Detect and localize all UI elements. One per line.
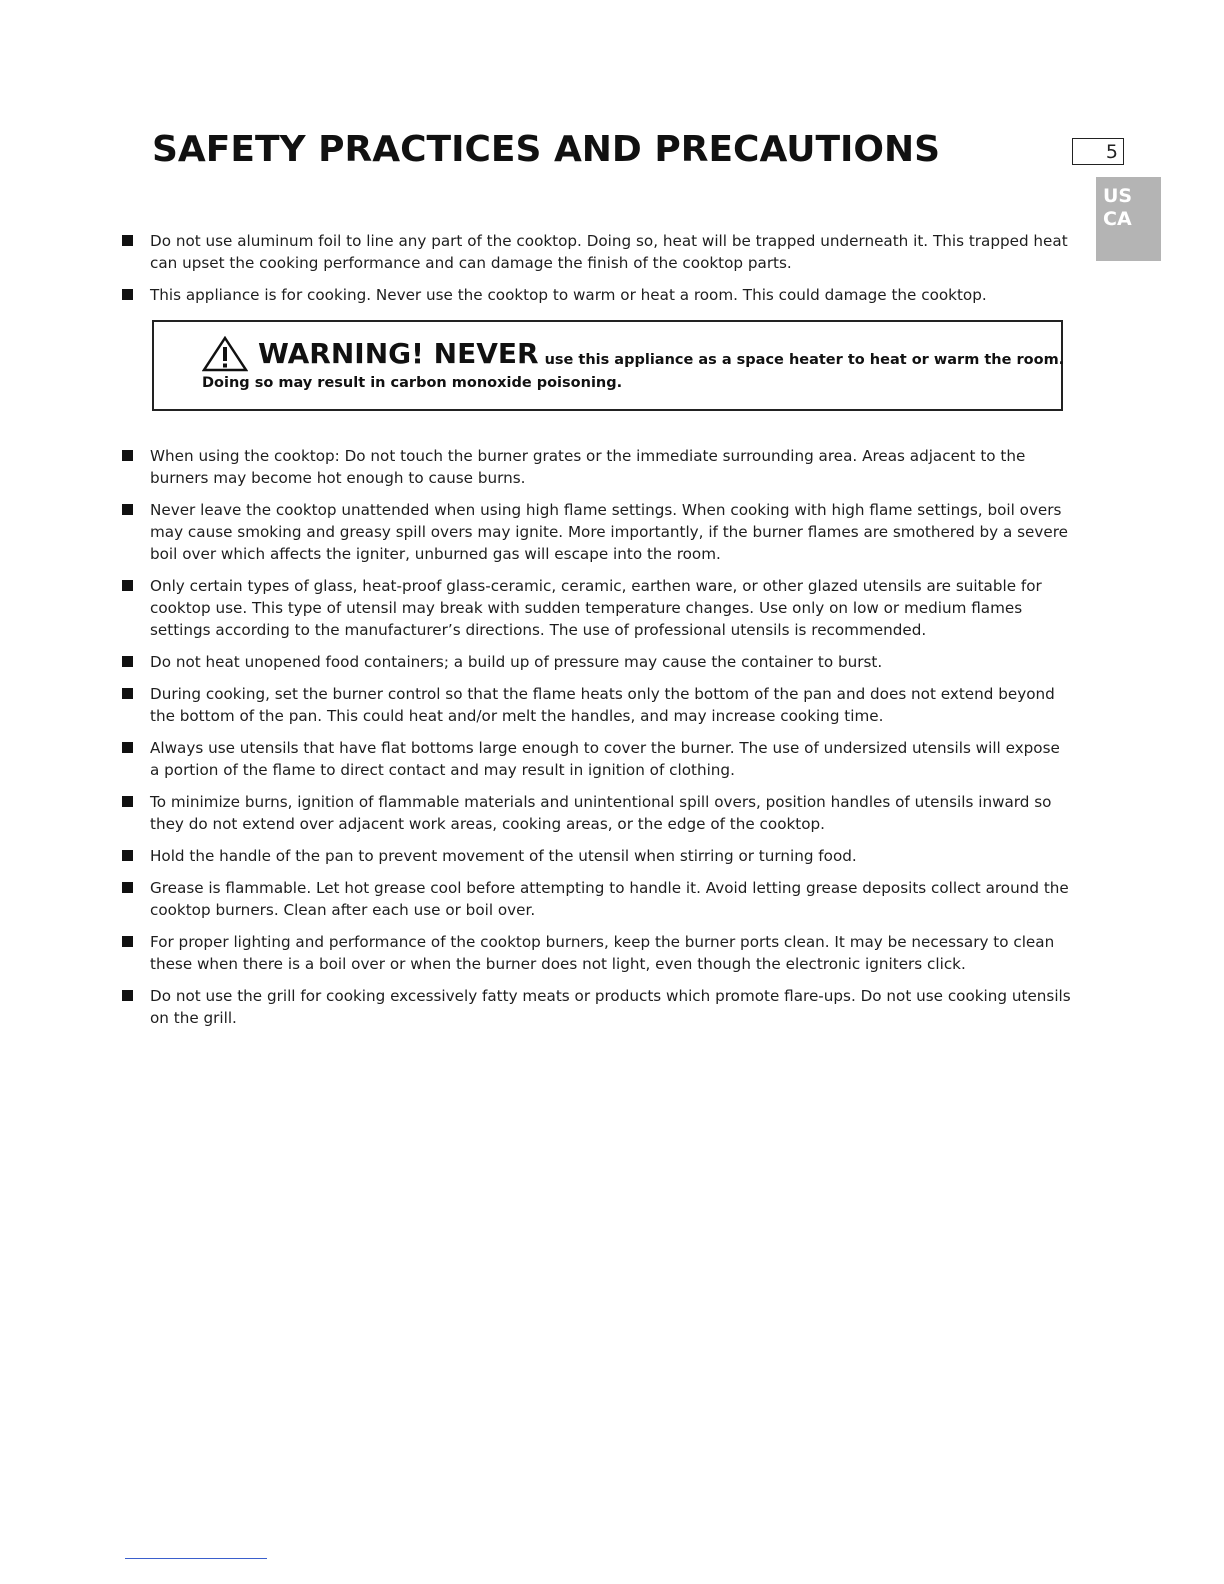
list-item xyxy=(122,284,1072,306)
list-item xyxy=(122,791,1072,835)
warning-heading: WARNING! NEVER xyxy=(258,337,539,370)
bullet-square-icon xyxy=(122,504,133,515)
list-item-text: Do not use aluminum foil to line any part of the cooktop. Doing so, heat will be trapped underneath it. This trapped heat can upset the cooking performance and can damage the finish of the cooktop parts. xyxy=(150,232,1068,272)
region-tab-label: CA xyxy=(1103,208,1132,230)
bullet-square-icon xyxy=(122,580,133,591)
list-item-text: Do not heat unopened food containers; a build up of pressure may cause the container to burst. xyxy=(150,653,883,671)
bullet-square-icon xyxy=(122,936,133,947)
list-item-text: Grease is flammable. Let hot grease cool before attempting to handle it. Avoid letting grease deposits collect around the cooktop burners. Clean after each use or boil over. xyxy=(150,879,1069,919)
list-item xyxy=(122,230,1072,274)
warning-text-line-2: Doing so may result in carbon monoxide poisoning. xyxy=(202,375,623,391)
list-item xyxy=(122,931,1072,975)
bullet-square-icon xyxy=(122,688,133,699)
list-item xyxy=(122,575,1072,641)
warning-text: use this appliance as a space heater to heat or warm the room. xyxy=(544,352,1065,368)
list-item-text: When using the cooktop: Do not touch the burner grates or the immediate surrounding area. Areas adjacent to the burners may become hot enough to cause burns. xyxy=(150,447,1026,487)
bullet-square-icon xyxy=(122,656,133,667)
list-item-text: For proper lighting and performance of the cooktop burners, keep the burner ports clean. It may be necessary to clean these when there is a boil over or when the burner does not light, even though the electronic igniters click. xyxy=(150,933,1055,973)
bullet-square-icon xyxy=(122,289,133,300)
bullet-square-icon xyxy=(122,850,133,861)
bullet-square-icon xyxy=(122,796,133,807)
footer-rule xyxy=(125,1558,267,1559)
bullet-square-icon xyxy=(122,742,133,753)
precautions-list-top xyxy=(122,230,1072,316)
bullet-square-icon xyxy=(122,450,133,461)
list-item-text: Do not use the grill for cooking excessively fatty meats or products which promote flare-ups. Do not use cooking utensils on the grill. xyxy=(150,987,1071,1027)
bullet-square-icon xyxy=(122,990,133,1001)
list-item xyxy=(122,845,1072,867)
list-item-text: Never leave the cooktop unattended when using high flame settings. When cooking with high flame settings, boil overs may cause smoking and greasy spill overs may ignite. More importantly, if the burner flames are smothered by a severe boil over which affects the igniter, unburned gas will escape into the room. xyxy=(150,501,1068,563)
bullet-square-icon xyxy=(122,235,133,246)
list-item xyxy=(122,985,1072,1029)
list-item-text: During cooking, set the burner control so that the flame heats only the bottom of the pan and does not extend beyond the bottom of the pan. This could heat and/or melt the handles, and may increase cooking time. xyxy=(150,685,1055,725)
warning-triangle-icon xyxy=(202,336,248,372)
list-item-text: To minimize burns, ignition of flammable materials and unintentional spill overs, position handles of utensils inward so they do not extend over adjacent work areas, cooking areas, or the edge of the cooktop. xyxy=(150,793,1052,833)
list-item-text: Only certain types of glass, heat-proof glass-ceramic, ceramic, earthen ware, or other glazed utensils are suitable for cooktop use. This type of utensil may break with sudden temperature changes. Use only on low or medium flames settings according to the manufacturer’s directions. The use of professional utensils is recommended. xyxy=(150,577,1042,639)
bullet-square-icon xyxy=(122,882,133,893)
list-item xyxy=(122,445,1072,489)
precautions-list-bottom xyxy=(122,445,1072,1039)
list-item xyxy=(122,651,1072,673)
list-item-text: Hold the handle of the pan to prevent movement of the utensil when stirring or turning food. xyxy=(150,847,857,865)
list-item xyxy=(122,683,1072,727)
list-item-text: Always use utensils that have flat bottoms large enough to cover the burner. The use of undersized utensils will expose a portion of the flame to direct contact and may result in ignition of clothing. xyxy=(150,739,1060,779)
region-tab xyxy=(1096,177,1161,261)
region-tab-label: US xyxy=(1103,185,1133,207)
list-item-text: This appliance is for cooking. Never use the cooktop to warm or heat a room. This could damage the cooktop. xyxy=(150,286,987,304)
warning-line-1 xyxy=(202,336,1065,372)
page-title: SAFETY PRACTICES AND PRECAUTIONS xyxy=(152,129,941,170)
list-item xyxy=(122,499,1072,565)
list-item xyxy=(122,737,1072,781)
page-number: 5 xyxy=(1072,138,1124,165)
warning-box xyxy=(152,320,1063,411)
list-item xyxy=(122,877,1072,921)
